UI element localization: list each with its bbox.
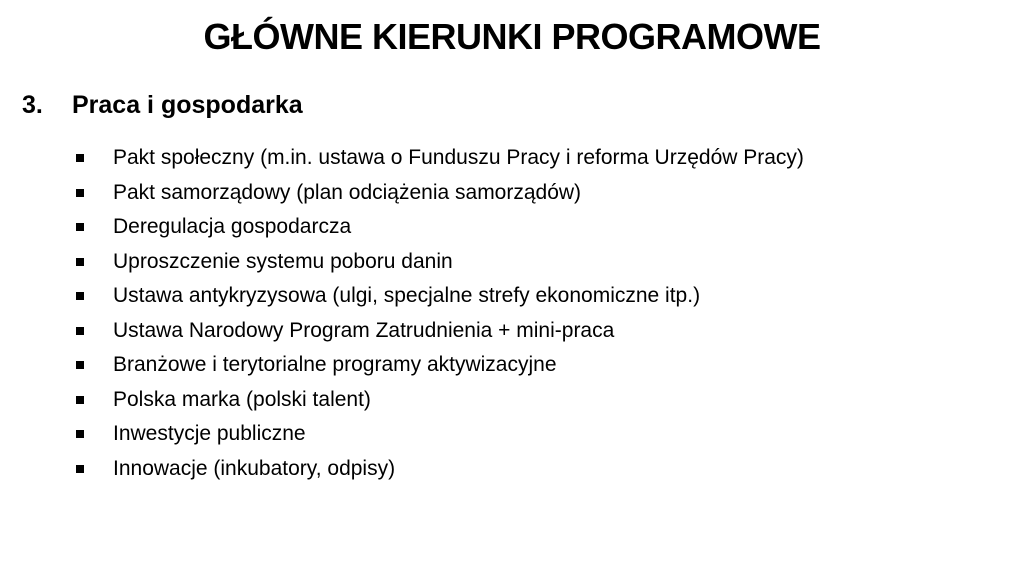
square-bullet-icon	[76, 223, 84, 231]
bullet-text: Innowacje (inkubatory, odpisy)	[113, 456, 396, 480]
section-heading	[22, 88, 303, 122]
square-bullet-icon	[76, 258, 84, 266]
square-bullet-icon	[76, 189, 84, 197]
square-bullet-icon	[76, 396, 84, 404]
bullet-text: Branżowe i terytorialne programy aktywizacyjne	[113, 353, 557, 377]
bullet-text: Inwestycje publiczne	[113, 422, 306, 446]
bullet-text: Ustawa Narodowy Program Zatrudnienia + mini-praca	[113, 318, 615, 342]
bullet-list	[70, 141, 1010, 486]
bullet-text: Pakt społeczny (m.in. ustawa o Funduszu Pracy i reforma Urzędów Pracy)	[113, 146, 804, 170]
section-number: 3.	[22, 91, 43, 119]
square-bullet-icon	[76, 292, 84, 300]
bullet-item	[70, 141, 1010, 176]
square-bullet-icon	[76, 327, 84, 335]
bullet-item	[70, 279, 1010, 314]
bullet-text: Deregulacja gospodarcza	[113, 215, 352, 239]
bullet-item	[70, 176, 1010, 211]
bullet-text: Ustawa antykryzysowa (ulgi, specjalne strefy ekonomiczne itp.)	[113, 284, 701, 308]
bullet-text: Polska marka (polski talent)	[113, 387, 371, 411]
bullet-text: Pakt samorządowy (plan odciążenia samorządów)	[113, 180, 582, 204]
square-bullet-icon	[76, 465, 84, 473]
bullet-item	[70, 210, 1010, 245]
bullet-item	[70, 452, 1010, 487]
bullet-item	[70, 245, 1010, 280]
bullet-item	[70, 348, 1010, 383]
section-label: Praca i gospodarka	[72, 91, 303, 119]
slide-title: GŁÓWNE KIERUNKI PROGRAMOWE	[203, 16, 821, 57]
bullet-item	[70, 314, 1010, 349]
square-bullet-icon	[76, 430, 84, 438]
square-bullet-icon	[76, 154, 84, 162]
bullet-item	[70, 417, 1010, 452]
square-bullet-icon	[76, 361, 84, 369]
bullet-item	[70, 383, 1010, 418]
bullet-text: Uproszczenie systemu poboru danin	[113, 249, 453, 273]
